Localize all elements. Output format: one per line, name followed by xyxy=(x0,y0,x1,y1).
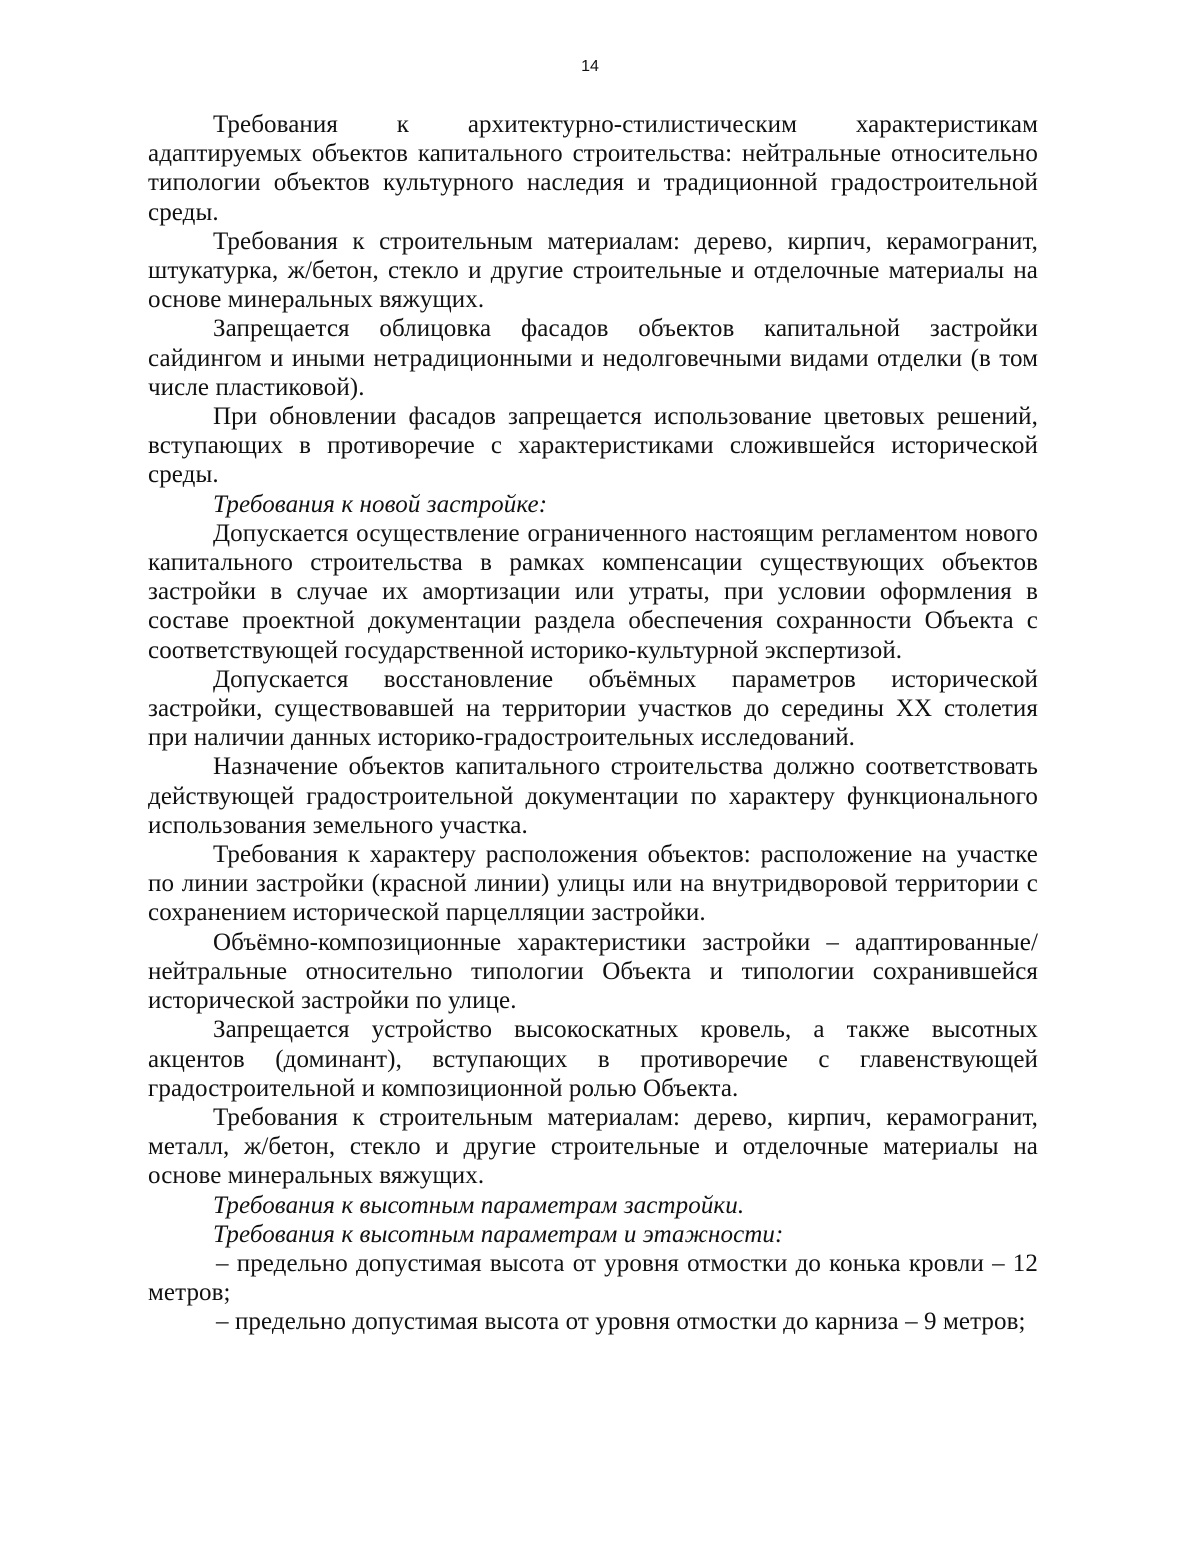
heading-height-and-floors: Требования к высотным параметрам и этажности: xyxy=(213,1220,784,1248)
heading-height-parameters: Требования к высотным параметрам застройки. xyxy=(213,1191,745,1219)
paragraph-volume-composition: Объёмно-композиционные характеристики застройки – адаптированные/ нейтральные относительно типологии Объекта и типологии сохранившейся исторической застройки по улице. xyxy=(148,928,1038,1015)
paragraph-purpose: Назначение объектов капитального строительства должно соответствовать действующей градостроительной документации по характеру функционального использования земельного участка. xyxy=(148,753,1038,839)
paragraph-architectural-requirements: Требования к архитектурно-стилистическим характеристикам адаптируемых объектов капитального строительства: нейтральные относительно типологии объектов культурного наследия и традиционной градостроительной среды. xyxy=(148,111,1038,226)
list-item-ridge-height: – предельно допустимая высота от уровня отмостки до конька кровли – 12 метров; xyxy=(148,1249,1038,1307)
paragraph-facade-colors: При обновлении фасадов запрещается использование цветовых решений, вступающих в противоречие с характеристиками сложившейся исторической среды. xyxy=(148,403,1038,489)
paragraph-siding-prohibition: Запрещается облицовка фасадов объектов капитальной застройки сайдингом и иными нетрадиционными и недолговечными видами отделки (в том числе пластиковой). xyxy=(148,315,1038,401)
paragraph-placement: Требования к характеру расположения объектов: расположение на участке по линии застройки (красной линии) улицы или на внутридворовой территории с сохранением исторической парцелляции застройки. xyxy=(148,841,1038,927)
list-item-cornice-height: – предельно допустимая высота от уровня отмостки до карниза – 9 метров; xyxy=(216,1308,1026,1336)
paragraph-materials-requirements: Требования к строительным материалам: дерево, кирпич, керамогранит, штукатурка, ж/бетон, стекло и другие строительные и отделочные материалы на основе минеральных вяжущих. xyxy=(148,227,1038,314)
heading-new-construction: Требования к новой застройке: xyxy=(213,490,548,518)
page-number: 14 xyxy=(581,58,599,75)
paragraph-new-construction-allowed: Допускается осуществление ограниченного настоящим регламентом нового капитального строительства в рамках компенсации существующих объектов застройки в случае их амортизации или утраты, при условии оформления в составе проектной документации раздела обеспечения сохранности Объекта с соответствующей государственной историко-культурной экспертизой. xyxy=(148,519,1038,664)
paragraph-materials-new: Требования к строительным материалам: дерево, кирпич, керамогранит, металл, ж/бетон, стекло и другие строительные и отделочные материалы на основе минеральных вяжущих. xyxy=(148,1103,1038,1190)
paragraph-volume-restoration: Допускается восстановление объёмных параметров исторической застройки, существовавшей на территории участков до середины XX столетия при наличии данных историко-градостроительных исследований. xyxy=(148,665,1038,752)
paragraph-roof-prohibition: Запрещается устройство высокоскатных кровель, а также высотных акцентов (доминант), вступающих в противоречие с главенствующей градостроительной и композиционной ролью Объекта. xyxy=(148,1016,1038,1102)
document-body xyxy=(148,110,1038,1337)
